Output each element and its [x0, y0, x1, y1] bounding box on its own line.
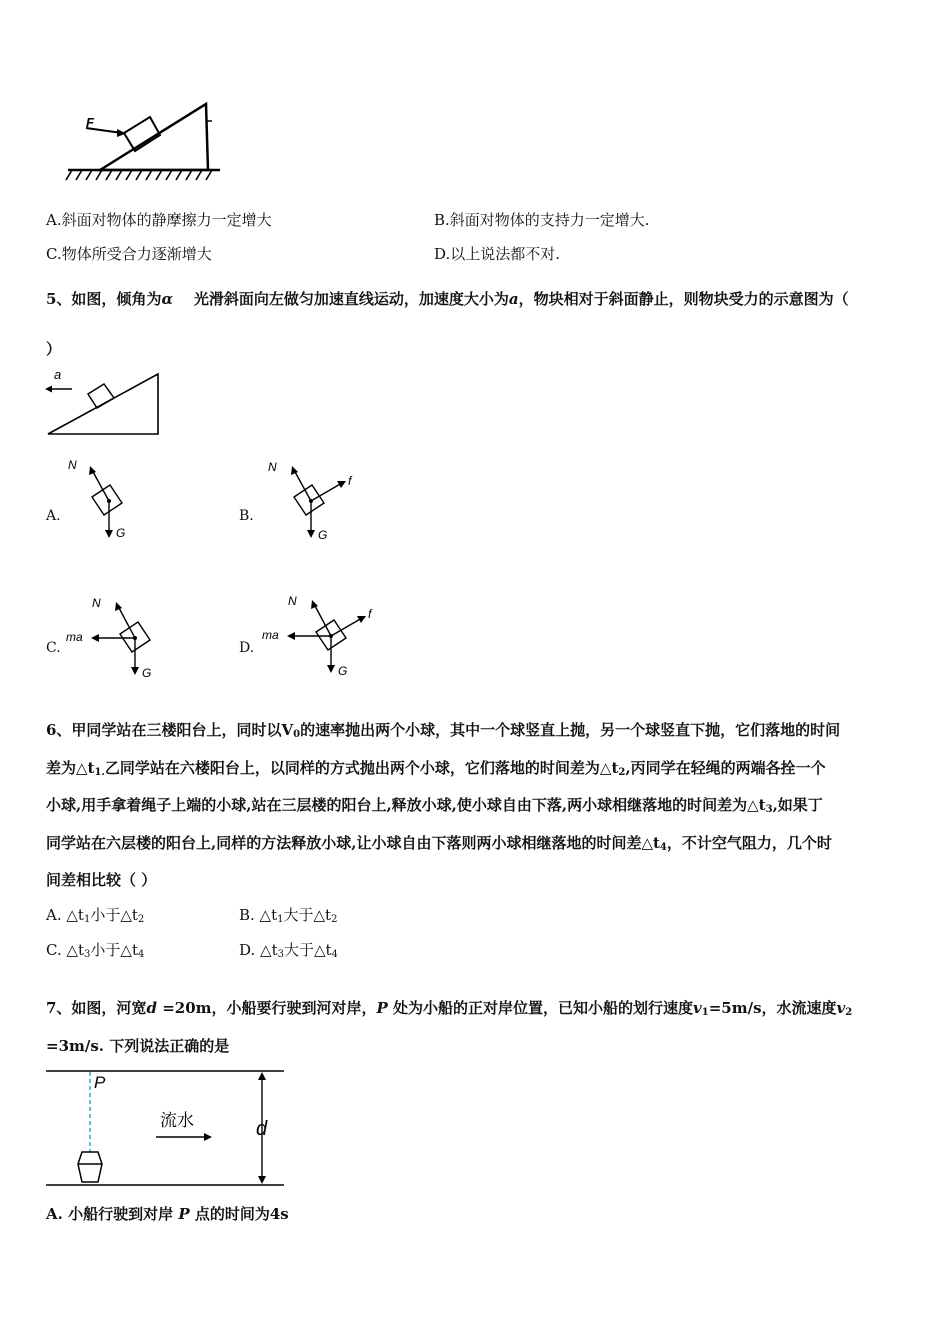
q5-text-2: 光滑斜面向左做匀加速直线运动，加速度大小为	[193, 290, 509, 308]
q6-opt-text: B. △t	[239, 906, 278, 924]
q4-option-b[interactable]: B.斜面对物体的支持力一定增大.	[434, 211, 650, 229]
q7-opt-text: 点的时间为4s	[194, 1205, 289, 1223]
g-label: G	[142, 666, 152, 680]
q5-question-line1	[46, 289, 849, 309]
block	[124, 117, 160, 151]
q5-a-symbol: a	[508, 290, 519, 308]
q7-p: P	[376, 999, 388, 1017]
friction-arrow	[331, 618, 362, 636]
q6-text: 差为△t	[46, 758, 95, 777]
n-label: N	[92, 596, 101, 610]
q5-option-d-diagram[interactable]	[258, 588, 388, 683]
q5-option-c-diagram[interactable]	[62, 590, 172, 685]
q5-accel-label: a	[54, 367, 62, 382]
q5-option-a-diagram[interactable]	[62, 455, 142, 545]
q7-text: =5m/s，水流速度	[708, 999, 837, 1017]
force-f-label: F	[86, 115, 94, 130]
q7-text: 处为小船的正对岸位置，已知小船的划行速度	[393, 999, 694, 1017]
normal-force-arrow	[92, 470, 109, 501]
q5-option-c-label[interactable]: C.	[46, 640, 61, 656]
q6-opt-sub: 4	[331, 949, 338, 960]
f-label: f	[348, 474, 352, 488]
q6-line-2	[46, 750, 906, 788]
q6-opt-text: C. △t	[46, 941, 85, 959]
n-label: N	[288, 594, 297, 608]
q4-option-a[interactable]: A.斜面对物体的静摩擦力一定增大	[46, 211, 272, 229]
q6-opt-sub: 3	[84, 949, 91, 960]
q6-line-1	[46, 712, 906, 750]
q7-opt-text: A. 小船行驶到对岸	[46, 1205, 174, 1223]
q6-line-4	[46, 825, 906, 863]
q6-text: 的速率抛出两个小球，其中一个球竖直上抛，另一个球竖直下抛，它们落地的时间	[300, 721, 841, 739]
q6-question	[46, 712, 906, 900]
q6-opt-sub: 4	[138, 949, 145, 960]
q6-option-c[interactable]	[46, 940, 144, 960]
block	[294, 485, 324, 515]
q7-option-a[interactable]	[46, 1204, 289, 1224]
q6-text: 同学站在六层楼的阳台上,同样的方法释放小球,让小球自由下落则两小球相继落地的时间差△t	[46, 833, 660, 852]
q7-v2-sub: 2	[845, 1007, 853, 1018]
n-label: N	[268, 460, 277, 474]
q6-line-5: 间差相比较（ ）	[46, 871, 157, 889]
q6-opt-text: 大于△t	[283, 906, 332, 924]
gravity-arrowhead	[307, 530, 315, 538]
q5-alpha: α	[161, 290, 173, 308]
q6-opt-text: A. △t	[46, 906, 84, 924]
q6-opt-sub: 2	[137, 914, 145, 925]
q6-opt-text: D. △t	[239, 941, 278, 959]
gravity-arrowhead	[105, 530, 113, 538]
n-label: N	[68, 458, 77, 472]
q5-accel-arrowhead	[45, 386, 52, 393]
width-arrowhead-bottom	[258, 1176, 266, 1184]
normal-force-arrowhead	[291, 466, 298, 475]
q6-text: ,丙同学在轻绳的两端各拴一个	[625, 758, 826, 777]
q6-sub: 4	[659, 841, 667, 853]
block	[92, 485, 122, 515]
q7-question-line1	[46, 998, 852, 1018]
normal-force-arrow	[294, 470, 311, 501]
incline-wedge	[100, 104, 208, 170]
q7-v1: v	[693, 999, 702, 1017]
q5-text-1: 5、如图，倾角为	[46, 290, 162, 308]
q6-text: 6、甲同学站在三楼阳台上，同时以	[46, 721, 282, 739]
gravity-arrowhead	[327, 665, 335, 673]
q5-option-a-label[interactable]: A.	[46, 508, 61, 524]
q5-text-3: ，物块相对于斜面静止，则物块受力的示意图为（	[518, 290, 849, 308]
q7-question-line2: =3m/s. 下列说法正确的是	[46, 1037, 230, 1055]
q6-text: ,如果丁	[772, 796, 823, 814]
flow-arrowhead	[204, 1133, 212, 1141]
q7-v2: v	[836, 999, 846, 1017]
q7-d: d	[146, 999, 157, 1017]
v0-sub: 0	[293, 729, 301, 740]
f-label: f	[368, 607, 372, 621]
g-label: G	[338, 664, 348, 678]
normal-force-arrowhead	[115, 602, 122, 611]
ma-arrowhead	[91, 634, 99, 642]
q7-text: 7、如图，河宽	[46, 999, 147, 1017]
q6-opt-sub: 2	[331, 914, 338, 925]
ma-label: ma	[66, 630, 83, 644]
friction-arrow	[311, 483, 342, 501]
q6-sub: 1.	[94, 766, 105, 778]
q5-question-line2: ）	[46, 340, 62, 358]
q6-opt-sub: 1	[277, 914, 284, 925]
ma-arrowhead	[287, 632, 295, 640]
q5-option-d-label[interactable]: D.	[239, 640, 255, 656]
q5-option-b-diagram[interactable]	[260, 455, 370, 545]
q6-opt-sub: 3	[277, 949, 284, 960]
q6-option-d[interactable]	[239, 940, 338, 960]
v0: V	[281, 721, 294, 739]
flow-label: 流水	[160, 1111, 194, 1130]
d-label: d	[256, 1118, 268, 1140]
g-label: G	[318, 528, 328, 542]
q5-option-b-label[interactable]: B.	[239, 508, 254, 524]
q6-text: 乙同学站在六楼阳台上，以同样的方式抛出两个小球，它们落地的时间差为△t	[104, 758, 619, 777]
q6-opt-sub: 1	[83, 914, 91, 925]
q7-v1-sub: 1	[701, 1007, 709, 1018]
q6-sub: 3	[765, 804, 773, 815]
q7-opt-p: P	[178, 1205, 190, 1223]
q4-option-c[interactable]: C.物体所受合力逐渐增大	[46, 245, 212, 263]
q6-option-b[interactable]	[239, 905, 337, 925]
q6-text: ，不计空气阻力，几个时	[666, 833, 832, 852]
q6-option-a[interactable]	[46, 905, 144, 925]
g-label: G	[116, 526, 126, 540]
q6-opt-text: 大于△t	[283, 941, 332, 959]
q6-text: 小球,用手拿着绳子上端的小球,站在三层楼的阳台上,释放小球,使小球自由下落,两小球相继落地的时间差为△t	[46, 796, 766, 814]
q7-text: =20m，小船要行驶到河对岸，	[162, 999, 377, 1017]
q7-river-figure	[44, 1064, 289, 1194]
q6-opt-text: 小于△t	[90, 941, 138, 959]
q5-incline-figure	[40, 362, 170, 442]
q6-opt-text: 小于△t	[90, 906, 138, 924]
p-point-label: P	[94, 1073, 106, 1092]
q4-option-d[interactable]: D.以上说法都不对.	[434, 245, 561, 263]
width-arrowhead-top	[258, 1072, 266, 1080]
q6-sub: 2	[618, 766, 626, 778]
ma-label: ma	[262, 628, 279, 642]
normal-force-arrowhead	[89, 466, 96, 475]
ground-hatch	[66, 170, 212, 180]
q6-line-3	[46, 787, 906, 825]
boat-icon	[78, 1152, 102, 1182]
gravity-arrowhead	[131, 667, 139, 675]
normal-force-arrowhead	[311, 600, 318, 609]
q4-incline-figure	[60, 95, 230, 190]
